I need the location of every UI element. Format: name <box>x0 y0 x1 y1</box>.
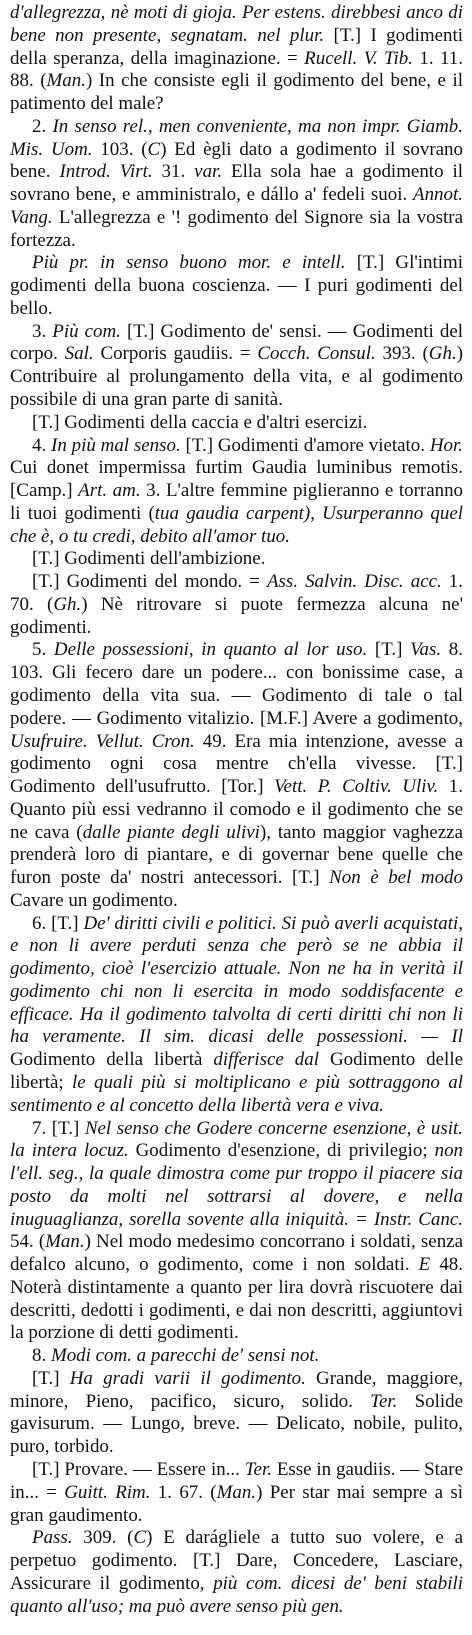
italic-run: Non è bel modo <box>329 867 463 889</box>
text-run: [T.] Godimenti del mondo. = <box>32 571 267 593</box>
text-run: Godimento della libertà <box>10 1049 214 1071</box>
italic-run: Vas. <box>410 639 442 661</box>
text-run: Corporis gaudiis. = <box>93 343 258 365</box>
text-run: ) In che consiste egli il godimento del bene, e il patimento del male? <box>10 70 463 115</box>
entry-paragraph <box>10 571 463 639</box>
italic-run: De' diritti civili e politici. Si può averli acquistati, e non li avere perduti senza che però se ne abbia il godimento, cioè l'esercizio attuale. Non ne ha in verità il godimento chi non li esercita in modo soddisfacente e efficace. Ha il godimento talvolta di certi diritti chi non li ha veramente. Il sim. dicasi delle possessioni. — Il <box>10 912 463 1048</box>
text-run: 2. <box>32 115 53 137</box>
italic-run: più com. dicesi de' beni stabili quanto all'uso; ma può avere senso più gen. <box>10 1572 464 1617</box>
text-run: 7. [T.] <box>32 1117 85 1139</box>
text-run: [T.] <box>32 1367 70 1389</box>
entry-paragraph <box>10 913 463 1118</box>
entry-paragraph <box>10 1527 463 1618</box>
text-run: ) Nel modo medesimo concorrano i soldati, senza defalco alcuno, o godimento, come i non soldati. <box>10 1231 463 1276</box>
entry-paragraph <box>10 412 463 435</box>
entry-paragraph <box>10 1345 463 1368</box>
text-run: Cui donet impermissa furtim Gaudia luminibus remotis. [Camp.] <box>10 457 463 502</box>
italic-run: Ter. <box>244 1459 272 1480</box>
text-run: [T.] I godimenti della speranza, della imaginazione. = <box>10 24 463 69</box>
italic-run: le quali più si moltiplicano e più sottraggono al sentimento e al concetto della libertà vera e viva. <box>10 1071 463 1116</box>
italic-run: Nel senso che Godere concerne esenzione, è usit. la intera locuz. <box>10 1117 463 1162</box>
italic-run: C <box>133 1527 147 1549</box>
italic-run: Man. <box>46 70 86 92</box>
entry-paragraph <box>10 1368 463 1459</box>
text-run: ), tanto maggior vaghezza prenderà loro di piantare, e di governar bene quelle che furon poste da' nostri antecessori. [T.] <box>10 821 463 889</box>
text-run: 3. L'altre femmine piglieranno e torranno li tuoi godimenti ( <box>10 480 464 524</box>
italic-run: E <box>418 1254 431 1276</box>
italic-run: Ha gradi varii il godimento. <box>69 1367 306 1389</box>
text-run: 8. 103. Gli fecero dare un podere... con bonissime case, a godimento della vita sua. — Godimento di tale o tal podere. — Godimento vitalizio. [M.F.] Avere a godimento, <box>10 639 464 729</box>
entry-paragraph <box>10 252 463 320</box>
text-run: Solide gavisurum. — Lungo, breve. — Delicato, nobile, pulito, puro, torbido. <box>10 1390 464 1458</box>
text-run: 103. ( <box>92 138 148 160</box>
text-run: [T.] Godimenti d'amore vietato. <box>180 434 430 456</box>
text-run: L'allegrezza e '! godimento del Signore sia la vostra fortezza. <box>10 206 463 251</box>
text-run: [T.] Godimenti della caccia e d'altri esercizi. <box>32 411 368 433</box>
italic-run: Cocch. Consul. <box>257 343 376 365</box>
text-run: [T.] Provare. — Essere in... <box>32 1459 245 1480</box>
text-run: ) Contribuire al prolungamento della vita, e al godimento possibile di una gran parte di sanità. <box>10 343 463 411</box>
text-run: Cavare un godimento. <box>10 889 178 911</box>
text-run: ) E darágliele a tutto suo volere, e a perpetuo godimento. [T.] Dare, Concedere, Lasciare, Assicurare il godimento, <box>10 1527 463 1594</box>
text-run: ) Per star mai sempre a sì gran gaudimento. <box>10 1481 463 1526</box>
italic-run: Delle possessioni, in quanto al lor uso. <box>53 639 368 661</box>
entry-paragraph <box>10 1459 463 1527</box>
italic-run: Gh. <box>53 593 82 615</box>
italic-run: Usufruire. Vellut. Cron. <box>10 730 195 752</box>
italic-run: In senso rel., men conveniente, ma non impr. Giamb. Mis. Uom. <box>10 115 463 160</box>
text-run: 1. 67. ( <box>150 1481 217 1503</box>
italic-run: differisce dal <box>213 1049 319 1071</box>
text-run: 4. <box>32 434 52 456</box>
italic-run: Vett. P. Coltiv. Uliv. <box>274 776 439 798</box>
text-run: Godimento d'esenzione, di privilegio; <box>128 1140 435 1162</box>
italic-run: dalle piante degli ulivi <box>82 821 260 843</box>
italic-run: Annot. Vang. <box>10 184 463 228</box>
italic-run: In più mal senso. <box>51 434 181 456</box>
italic-run: Modi com. a parecchi de' sensi not. <box>50 1345 320 1367</box>
italic-run: Guitt. Rim. <box>64 1481 151 1503</box>
italic-run: Più pr. in senso buono mor. e intell. <box>32 252 346 274</box>
italic-run: non l'ell. seg., la quale dimostra come pur troppo il piacere sia posto da molti nel sottrarsi al dovere, e nella inuguaglianza, sorella sovente alla iniquità. = Instr. Canc. <box>10 1140 463 1230</box>
text-run: [T.] Godimento de' sensi. — Godimenti del corpo. <box>10 320 463 365</box>
text-run: 3. <box>32 320 53 342</box>
text-run: 6. [T.] <box>32 912 84 934</box>
entry-paragraph <box>10 321 463 412</box>
italic-run: var. <box>194 161 223 183</box>
text-run: Esse in gaudiis. — Stare in... = <box>10 1459 463 1503</box>
italic-run: Ter. <box>370 1390 398 1412</box>
italic-run: Introd. Virt. <box>59 161 153 183</box>
text-run: [T.] Gl'intimi godimenti della buona coscienza. — I puri godimenti del bello. <box>10 252 463 319</box>
text-run: ) Nè ritrovare si puote fermezza alcuna ne' godimenti. <box>10 593 463 638</box>
text-run: 393. ( <box>375 343 429 365</box>
text-run: 5. <box>32 639 54 661</box>
italic-run: d'allegrezza, nè moti di gioja. Per estens. direbbesi anco di bene non presente, segnatam. nel plur. <box>10 2 463 46</box>
text-run: 1. Quanto più essi vedranno il comodo e il godimento che se ne cava ( <box>10 776 463 843</box>
italic-run: Pass. <box>32 1527 73 1549</box>
italic-run: Ass. Salvin. Disc. acc. <box>266 571 442 593</box>
italic-run: Man. <box>45 1231 85 1253</box>
italic-run: Art. am. <box>78 480 141 502</box>
text-run: 1. 70. ( <box>10 571 464 615</box>
text-run: 8. <box>32 1345 51 1367</box>
entry-paragraph <box>10 116 463 253</box>
entry-paragraph <box>10 435 463 549</box>
text-run: 48. Noterà distintamente a quanto per lira dovrà riscuotere dai descritti, dedotti i godimenti, e dai non descritti, aggiuntovi la porzione di detti godimenti. <box>10 1254 463 1344</box>
italic-run: Sal. <box>64 343 94 365</box>
italic-run: Hor. <box>429 434 463 456</box>
entry-column <box>10 2 463 1618</box>
entry-paragraph <box>10 1118 463 1346</box>
italic-run: Gh. <box>428 343 457 365</box>
entry-paragraph <box>10 639 463 912</box>
italic-run: C <box>147 138 161 160</box>
text-run: 54. ( <box>10 1231 46 1253</box>
text-run: 31. <box>152 161 195 183</box>
text-run: 49. Era mia intenzione, avesse a godimento ogni cosa mentre ch'ella vivesse. [T.] Godimento dell'usufrutto. [Tor.] <box>10 730 463 798</box>
text-run: Godimento delle libertà; <box>10 1049 463 1093</box>
entry-paragraph <box>10 2 463 116</box>
italic-run: Rucell. V. Tib. <box>304 47 413 69</box>
entry-paragraph <box>10 548 463 571</box>
italic-run: Man. <box>216 1481 257 1503</box>
text-run: 309. ( <box>72 1527 134 1549</box>
text-run: ) Ed ègli dato a godimento il sovrano bene. <box>10 138 463 183</box>
text-run: Ella sola hae a godimento il sovrano bene, e amministralo, e dállo a' fedeli suoi. <box>10 161 464 206</box>
text-run: 1. 11. 88. ( <box>10 47 464 92</box>
text-run: [T.] Godimenti dell'ambizione. <box>32 548 266 570</box>
italic-run: tua gaudia carpent), Usurperanno quel che è, o tu credi, debito all'amor tuo. <box>10 502 463 547</box>
text-run: [T.] <box>367 639 411 661</box>
italic-run: Più com. <box>52 320 121 342</box>
text-run: Grande, maggiore, minore, Pieno, pacifico, sicuro, solido. <box>10 1367 464 1412</box>
